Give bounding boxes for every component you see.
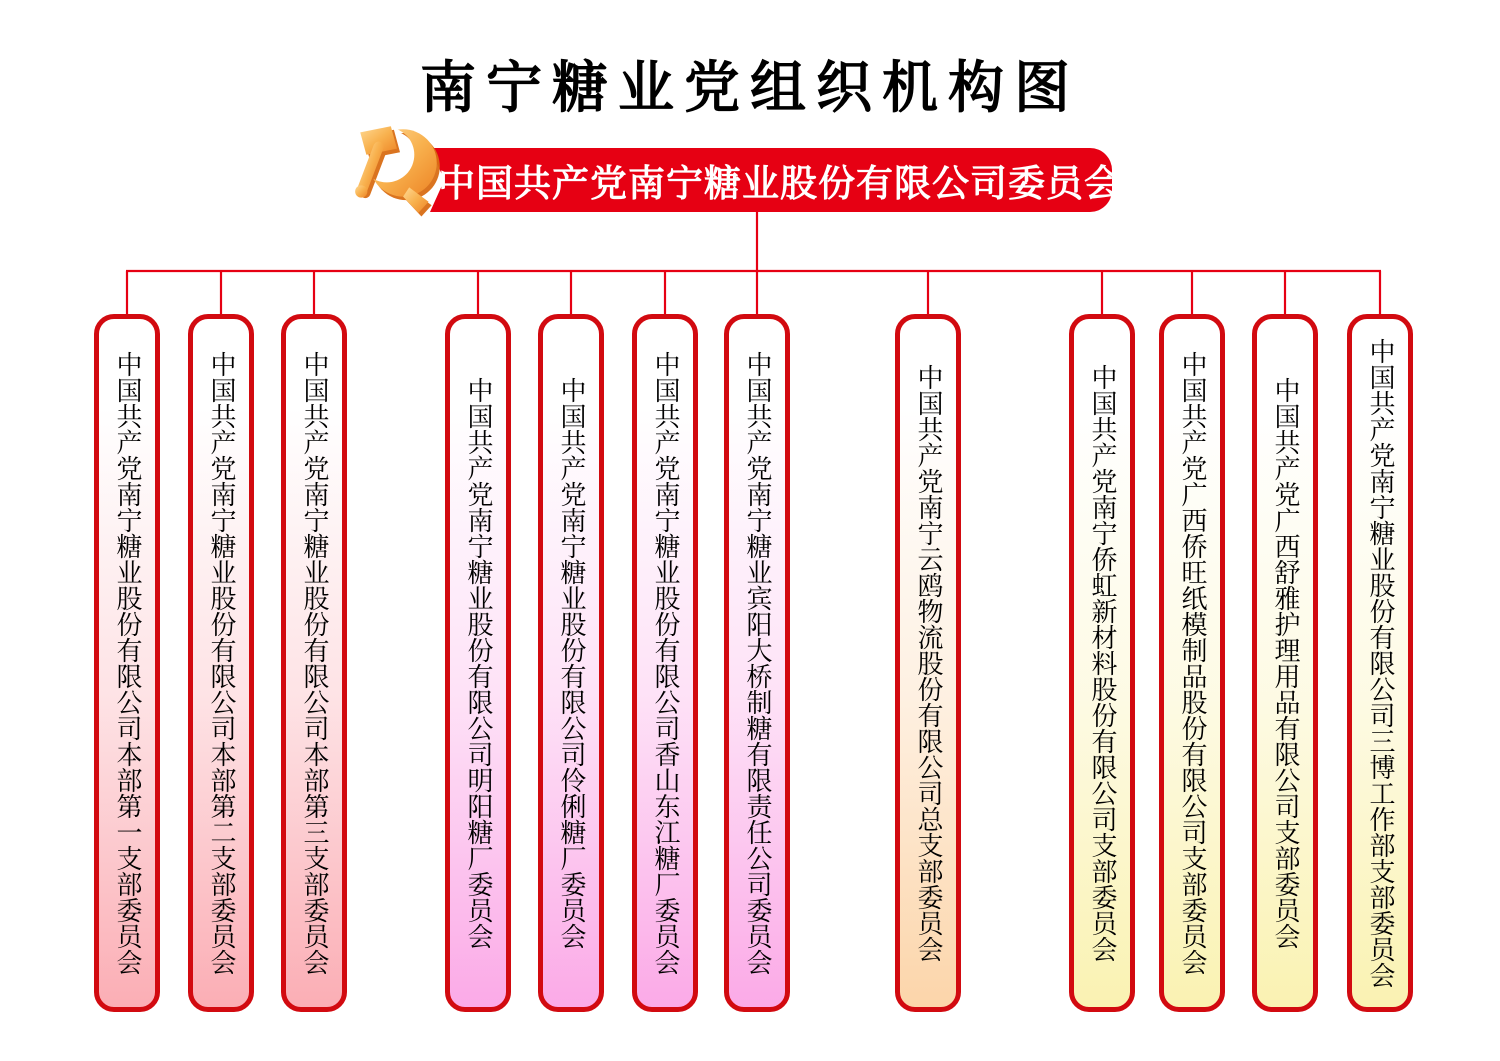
root-committee-banner <box>438 148 1122 212</box>
org-box-7 <box>724 314 790 1012</box>
org-box-label: 中国共产党南宁糖业股份有限公司伶俐糖厂委员会 <box>556 377 586 949</box>
org-box-label: 中国共产党南宁糖业股份有限公司本部第一支部委员会 <box>112 351 142 975</box>
org-box-label: 中国共产党南宁糖业宾阳大桥制糖有限责任公司委员会 <box>742 351 772 975</box>
org-box-1 <box>94 314 160 1012</box>
page-title: 南宁糖业党组织机构图 <box>420 55 1080 121</box>
org-box-2 <box>188 314 254 1012</box>
org-box-9 <box>1069 314 1135 1012</box>
org-box-10 <box>1159 314 1225 1012</box>
org-box-8 <box>895 314 961 1012</box>
org-box-label: 中国共产党南宁云鸥物流股份有限公司总支部委员会 <box>913 364 943 962</box>
org-box-label: 中国共产党南宁糖业股份有限公司三博工作部支部委员会 <box>1365 338 1395 988</box>
org-box-12 <box>1347 314 1413 1012</box>
org-box-5 <box>538 314 604 1012</box>
org-box-label: 中国共产党南宁糖业股份有限公司明阳糖厂委员会 <box>463 377 493 949</box>
party-emblem-icon <box>348 115 450 217</box>
org-box-label: 中国共产党南宁糖业股份有限公司本部第二支部委员会 <box>206 351 236 975</box>
org-box-11 <box>1252 314 1318 1012</box>
org-box-label: 中国共产党南宁糖业股份有限公司本部第三支部委员会 <box>299 351 329 975</box>
org-box-6 <box>632 314 698 1012</box>
org-box-label: 中国共产党南宁糖业股份有限公司香山东江糖厂委员会 <box>650 351 680 975</box>
org-box-label: 中国共产党广西舒雅护理用品有限公司支部委员会 <box>1270 377 1300 949</box>
org-box-label: 中国共产党南宁侨虹新材料股份有限公司支部委员会 <box>1087 364 1117 962</box>
org-box-3 <box>281 314 347 1012</box>
org-box-4 <box>445 314 511 1012</box>
org-box-label: 中国共产党广西侨旺纸模制品股份有限公司支部委员会 <box>1177 351 1207 975</box>
root-committee-label: 中国共产党南宁糖业股份有限公司委员会 <box>438 162 1122 205</box>
